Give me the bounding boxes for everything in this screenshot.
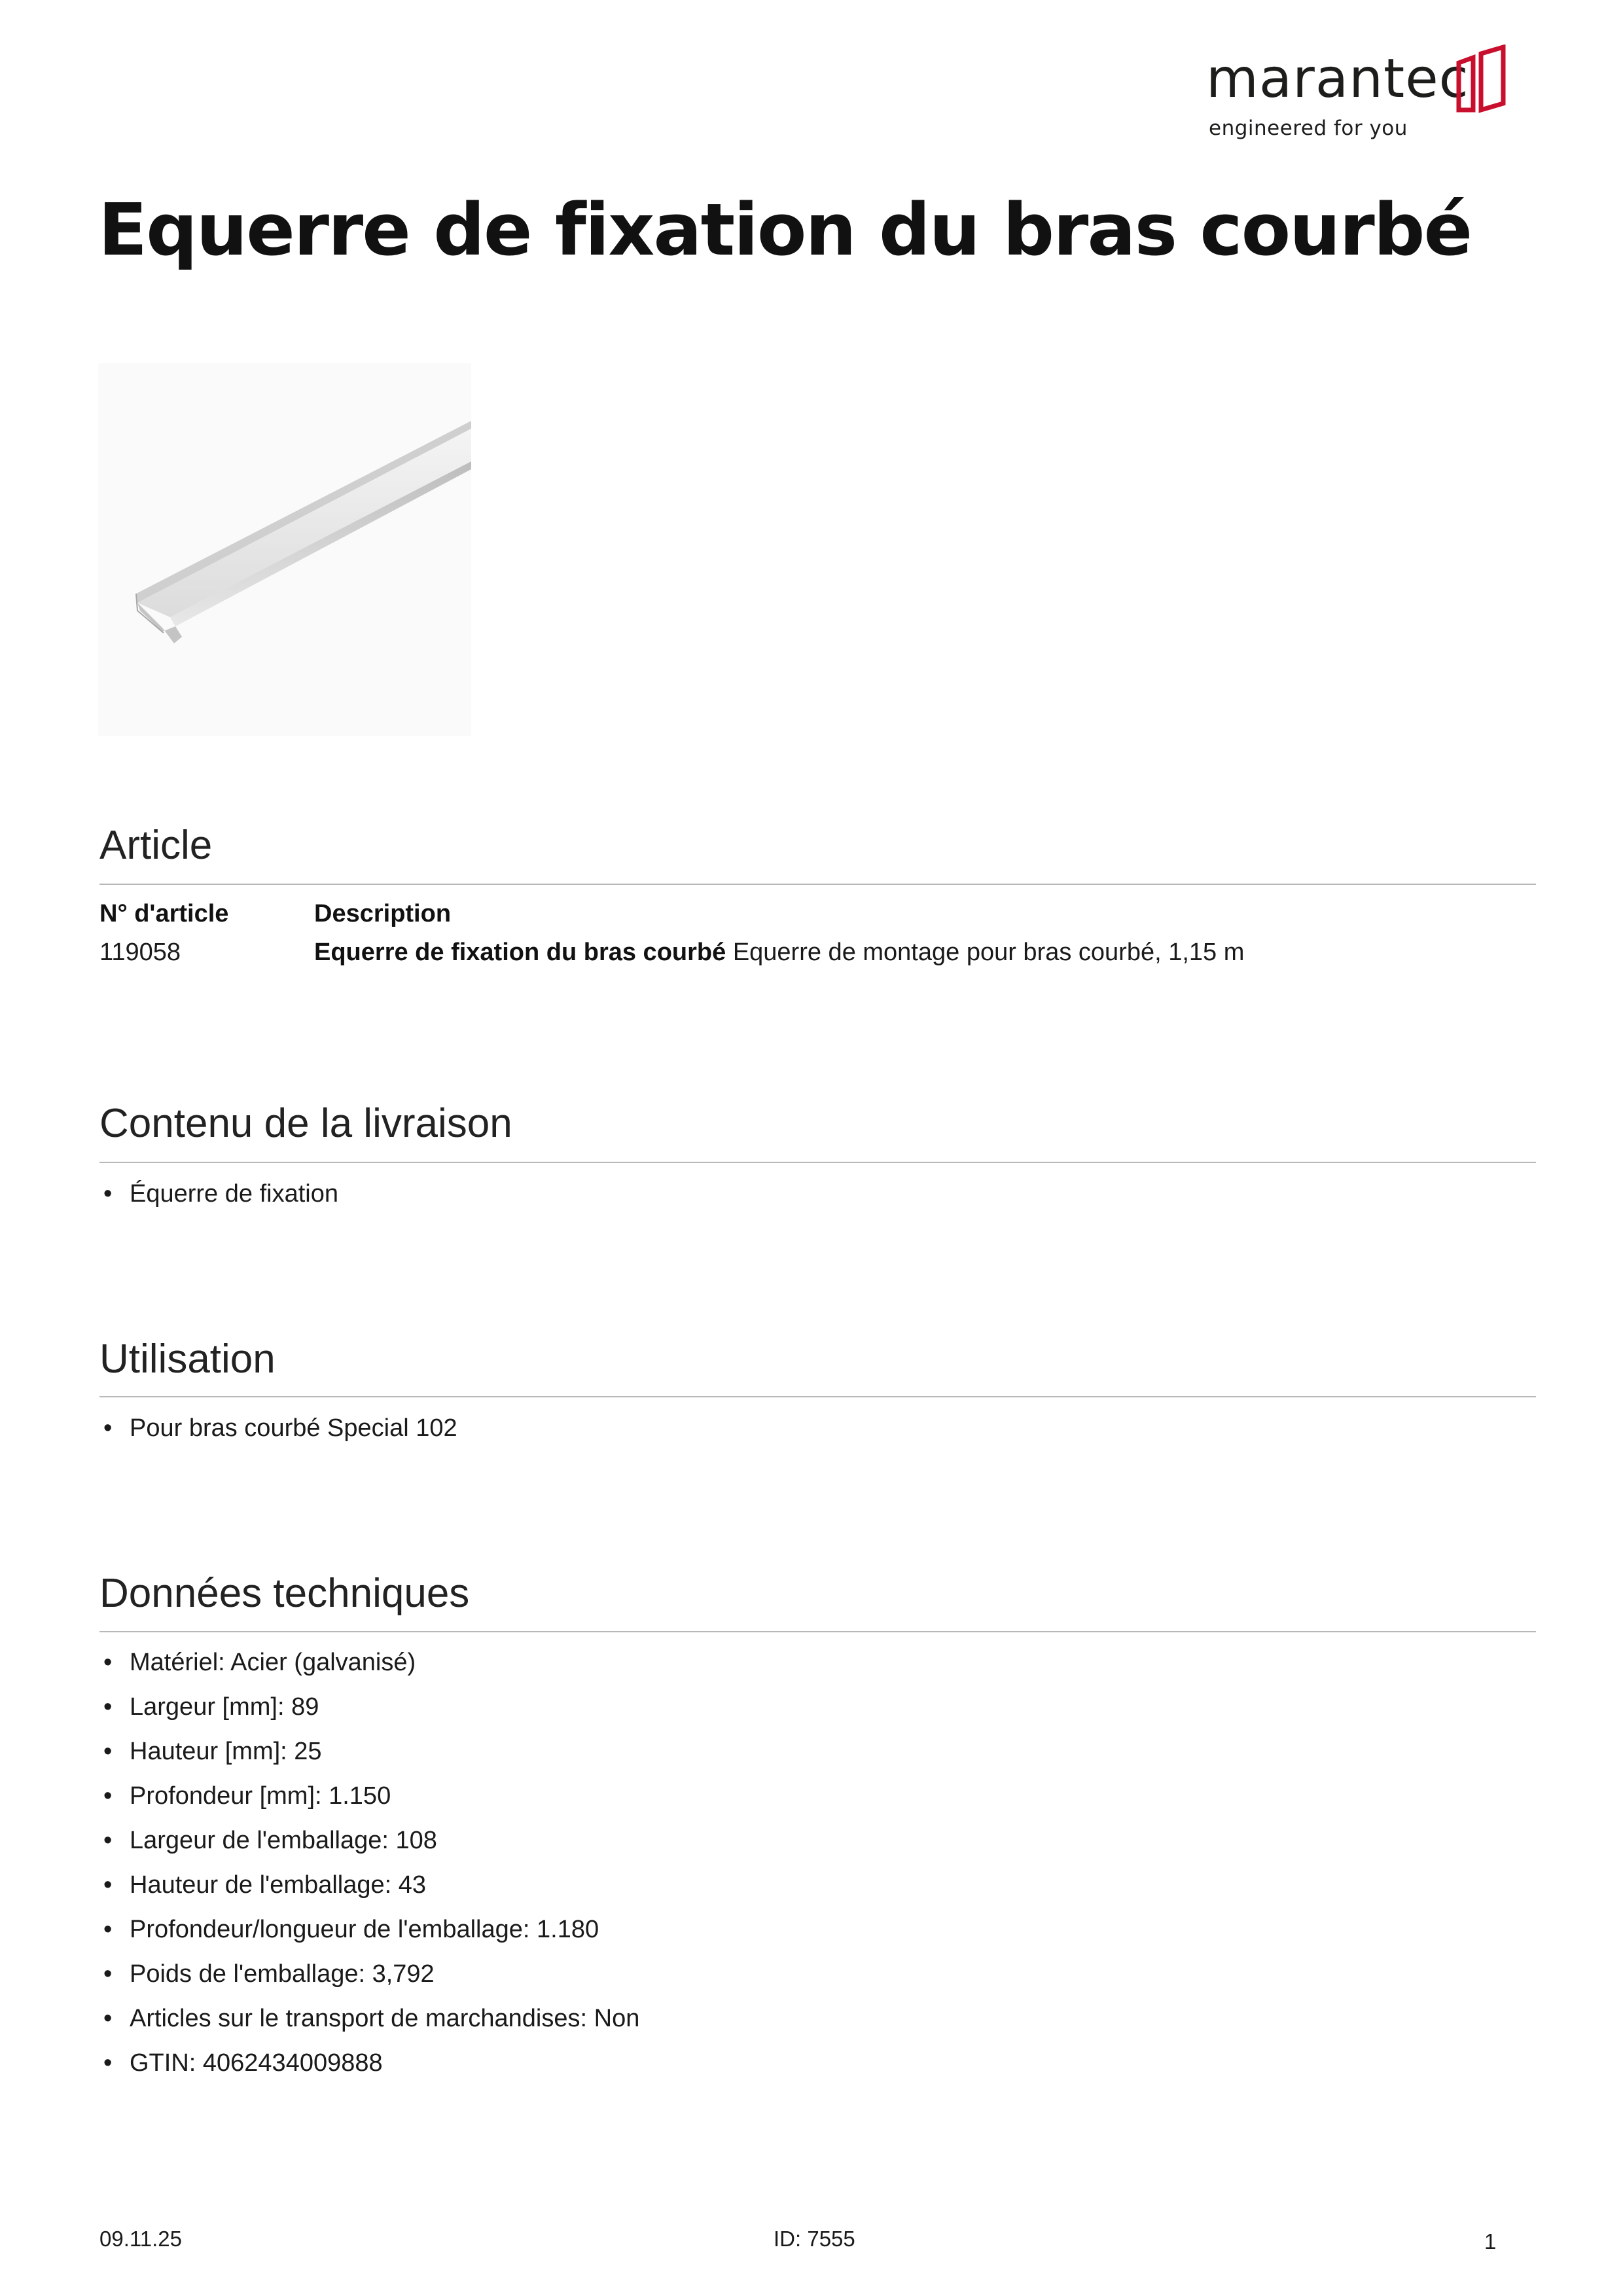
brand-name: marantec	[1206, 48, 1469, 110]
footer-page-number: 1	[1484, 2229, 1497, 2253]
article-description-name: Equerre de fixation du bras courbé	[314, 939, 726, 966]
article-number: 119058	[99, 939, 181, 966]
delivery-list	[99, 1172, 338, 1216]
list-item: • Pour bras courbé Special 102	[103, 1414, 457, 1442]
brand-tagline: engineered for you	[1209, 117, 1408, 140]
article-description	[314, 939, 1244, 967]
list-item: • Équerre de fixation	[103, 1180, 338, 1208]
list-item: • Profondeur [mm]: 1.150	[103, 1782, 391, 1810]
list-item: • Profondeur/longueur de l'emballage: 1.180	[103, 1916, 599, 1943]
usage-divider	[99, 1396, 1536, 1397]
technical-heading: Données techniques	[99, 1571, 470, 1616]
mounting-rail-image	[98, 363, 471, 736]
footer-date: 09.11.25	[99, 2227, 183, 2251]
list-item: • Hauteur [mm]: 25	[103, 1738, 322, 1765]
article-divider	[99, 884, 1536, 885]
product-image	[98, 363, 471, 736]
article-number-header: N° d'article	[99, 900, 229, 927]
article-description-text: Equerre de montage pour bras courbé, 1,15 m	[732, 939, 1245, 966]
list-item: • Poids de l'emballage: 3,792	[103, 1960, 435, 1988]
list-item: • Largeur [mm]: 89	[103, 1693, 319, 1721]
usage-heading: Utilisation	[99, 1336, 276, 1382]
technical-list	[99, 1640, 639, 2085]
list-item: • Matériel: Acier (galvanisé)	[103, 1649, 416, 1676]
list-item: • GTIN: 4062434009888	[103, 2049, 383, 2077]
page-title: Equerre de fixation du bras courbé	[98, 188, 1472, 272]
brand-logo	[1206, 39, 1507, 151]
list-item: • Hauteur de l'emballage: 43	[103, 1871, 426, 1899]
usage-list	[99, 1406, 457, 1450]
technical-divider	[99, 1631, 1536, 1632]
article-description-header: Description	[314, 900, 452, 927]
marantec-logo-icon	[1455, 45, 1507, 117]
delivery-heading: Contenu de la livraison	[99, 1101, 512, 1146]
list-item: • Articles sur le transport de marchandises: Non	[103, 2005, 640, 2032]
footer-id: ID: 7555	[774, 2227, 855, 2251]
list-item: • Largeur de l'emballage: 108	[103, 1827, 437, 1854]
article-heading: Article	[99, 823, 213, 868]
delivery-divider	[99, 1162, 1536, 1163]
